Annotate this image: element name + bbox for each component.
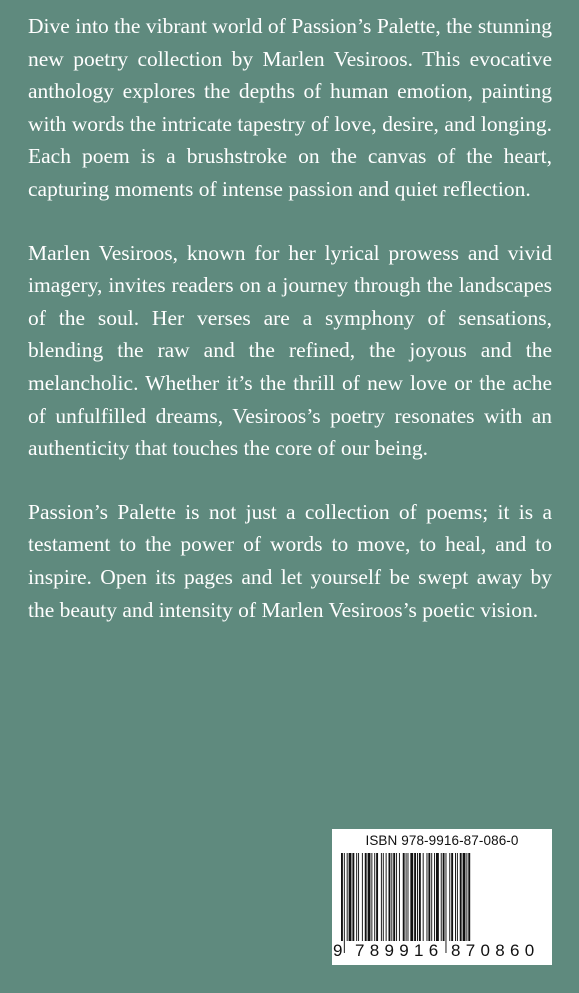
isbn-barcode	[332, 829, 552, 965]
barcode-digits-right: 870860	[451, 941, 540, 960]
isbn-label: ISBN 978-9916-87-086-0	[365, 833, 519, 848]
blurb-paragraph-2: Marlen Vesiroos, known for her lyrical prowess and vivid imagery, invites readers on a journey through the landscapes of the soul. Her verses are a symphony of sensations, blending the raw and the refined, the joyous and the melancholic. Whether it’s the thrill of new love or the ache of unfulfilled dreams, Vesiroos’s poetry resonates with an authenticity that touches the core of our being.	[28, 240, 552, 461]
barcode-digit-first: 9	[333, 941, 343, 960]
blurb-paragraph-1: Dive into the vibrant world of Passion’s Palette, the stunning new poetry collection by Marlen Vesiroos. This evocative anthology explores the depths of human emotion, painting with words the intricate tapestry of love, desire, and longing. Each poem is a brushstroke on the canvas of the heart, capturing moments of intense passion and quiet reflection.	[28, 14, 552, 201]
barcode-digits-left: 789916	[355, 941, 444, 960]
blurb-text	[28, 10, 552, 657]
blurb-paragraph-3: Passion’s Palette is not just a collection of poems; it is a testament to the power of words to move, to heal, and to inspire. Open its pages and let yourself be swept away by the beauty and intensity of Marlen Vesiroos’s poetic vision.	[28, 499, 552, 622]
